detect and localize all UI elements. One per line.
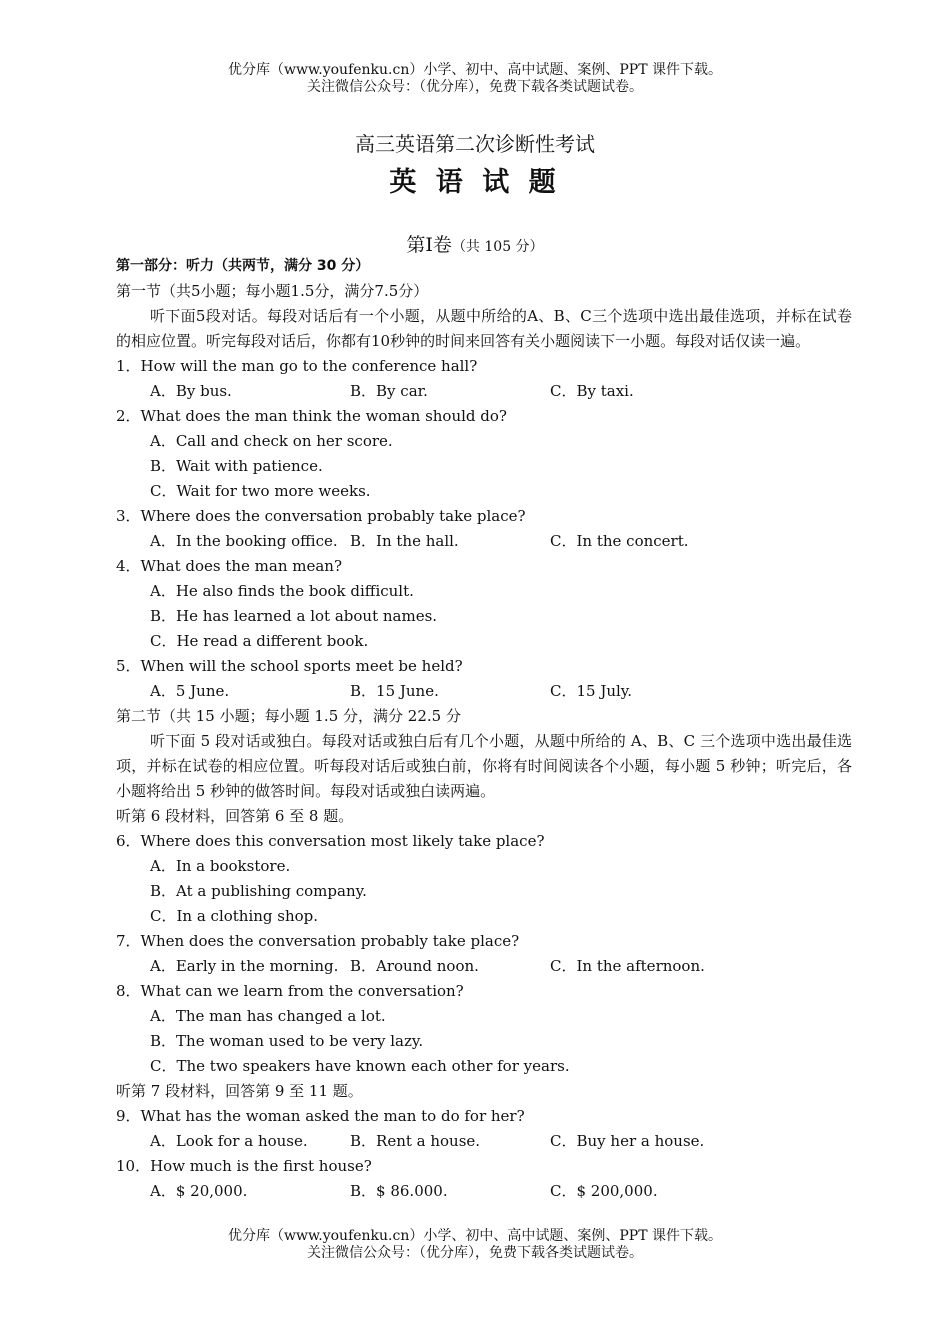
question-7-options <box>116 954 852 979</box>
option-b: B．Around noon. <box>350 957 479 975</box>
option-a: A．5 June. <box>150 682 230 700</box>
option-b: B．The woman used to be very lazy. <box>150 1032 424 1050</box>
option-c: C．Wait for two more weeks. <box>150 482 371 500</box>
header-line-1: 优分库（www.youfenku.cn）小学、初中、高中试题、案例、PPT 课件下载。 <box>227 62 722 78</box>
exam-content <box>116 254 852 1204</box>
section2-instructions: 听下面 5 段对话或独白。每段对话或独白后有几个小题，从题中所给的 A、B、C 三个选项中选出最佳选项，并标在试卷的相应位置。听每段对话后或独白前，你将有时间阅读各个小题，每小题 5 秒钟；听完后，各小题将给出 5 秒钟的做答时间。每段对话或独白读两遍。 <box>116 732 852 800</box>
question-8-stem: 8．What can we learn from the conversation? <box>116 982 464 1000</box>
option-c: C．By taxi. <box>550 382 634 400</box>
question-5-options <box>116 679 852 704</box>
option-b: B．At a publishing company. <box>150 882 367 900</box>
question-10-stem: 10．How much is the first house? <box>116 1157 372 1175</box>
volume-title <box>0 230 950 257</box>
section2-heading: 第二节（共 15 小题；每小题 1.5 分，满分 22.5 分 <box>116 707 461 725</box>
option-c: C．Buy her a house. <box>550 1132 705 1150</box>
page-header <box>0 62 950 96</box>
option-b: B．Rent a house. <box>350 1132 481 1150</box>
option-a: A．$ 20,000. <box>150 1182 248 1200</box>
option-b: B．Wait with patience. <box>150 457 323 475</box>
question-10-options <box>116 1179 852 1204</box>
option-a: A．The man has changed a lot. <box>150 1007 386 1025</box>
option-a: A．In a bookstore. <box>150 857 291 875</box>
option-a: A．Call and check on her score. <box>150 432 393 450</box>
option-b: B．15 June. <box>350 682 439 700</box>
question-9-stem: 9．What has the woman asked the man to do for her? <box>116 1107 525 1125</box>
question-1-options <box>116 379 852 404</box>
option-a: A．In the booking office. <box>150 532 338 550</box>
material-7-note: 听第 7 段材料，回答第 9 至 11 题。 <box>116 1082 363 1100</box>
option-a: A．Look for a house. <box>150 1132 308 1150</box>
question-9-options <box>116 1129 852 1154</box>
section1-instructions: 听下面5段对话。每段对话后有一个小题，从题中所给的A、B、C三个选项中选出最佳选项，并标在试卷的相应位置。听完每段对话后，你都有10秒钟的时间来回答有关小题阅读下一小题。每段对话仅读一遍。 <box>116 307 852 350</box>
option-c: C．He read a different book. <box>150 632 369 650</box>
question-3-options <box>116 529 852 554</box>
page-footer <box>0 1228 950 1262</box>
header-line-2: 关注微信公众号：（优分库），免费下载各类试题试卷。 <box>307 79 643 95</box>
option-c: C．In the afternoon. <box>550 957 705 975</box>
question-5-stem: 5．When will the school sports meet be held? <box>116 657 463 675</box>
option-c: C．In a clothing shop. <box>150 907 319 925</box>
option-a: A．He also finds the book difficult. <box>150 582 414 600</box>
exam-title: 高三英语第二次诊断性考试 <box>355 132 595 156</box>
question-1-stem: 1．How will the man go to the conference hall? <box>116 357 478 375</box>
option-c: C．The two speakers have known each other for years. <box>150 1057 570 1075</box>
option-a: A．Early in the morning. <box>150 957 339 975</box>
question-3-stem: 3．Where does the conversation probably take place? <box>116 507 526 525</box>
volume-label: 第Ⅰ卷 <box>406 234 452 256</box>
option-b: B．He has learned a lot about names. <box>150 607 438 625</box>
option-c: C．15 July. <box>550 682 633 700</box>
part1-heading: 第一部分：听力（共两节，满分 30 分） <box>116 258 370 274</box>
question-4-stem: 4．What does the man mean? <box>116 557 343 575</box>
question-7-stem: 7．When does the conversation probably take place? <box>116 932 520 950</box>
volume-score: （共 105 分） <box>451 239 544 255</box>
option-c: C．$ 200,000. <box>550 1182 658 1200</box>
section1-heading: 第一节（共5小题；每小题1.5分，满分7.5分） <box>116 282 429 300</box>
option-b: B．In the hall. <box>350 532 459 550</box>
footer-line-2: 关注微信公众号：（优分库），免费下载各类试题试卷。 <box>307 1245 643 1261</box>
subject-title: 英 语 试 题 <box>389 167 561 198</box>
option-b: B．By car. <box>350 382 428 400</box>
option-b: B．$ 86.000. <box>350 1182 448 1200</box>
footer-line-1: 优分库（www.youfenku.cn）小学、初中、高中试题、案例、PPT 课件下载。 <box>227 1228 722 1244</box>
material-6-note: 听第 6 段材料，回答第 6 至 8 题。 <box>116 807 354 825</box>
option-c: C．In the concert. <box>550 532 689 550</box>
question-6-stem: 6．Where does this conversation most likely take place? <box>116 832 545 850</box>
option-a: A．By bus. <box>150 382 232 400</box>
question-2-stem: 2．What does the man think the woman should do? <box>116 407 507 425</box>
